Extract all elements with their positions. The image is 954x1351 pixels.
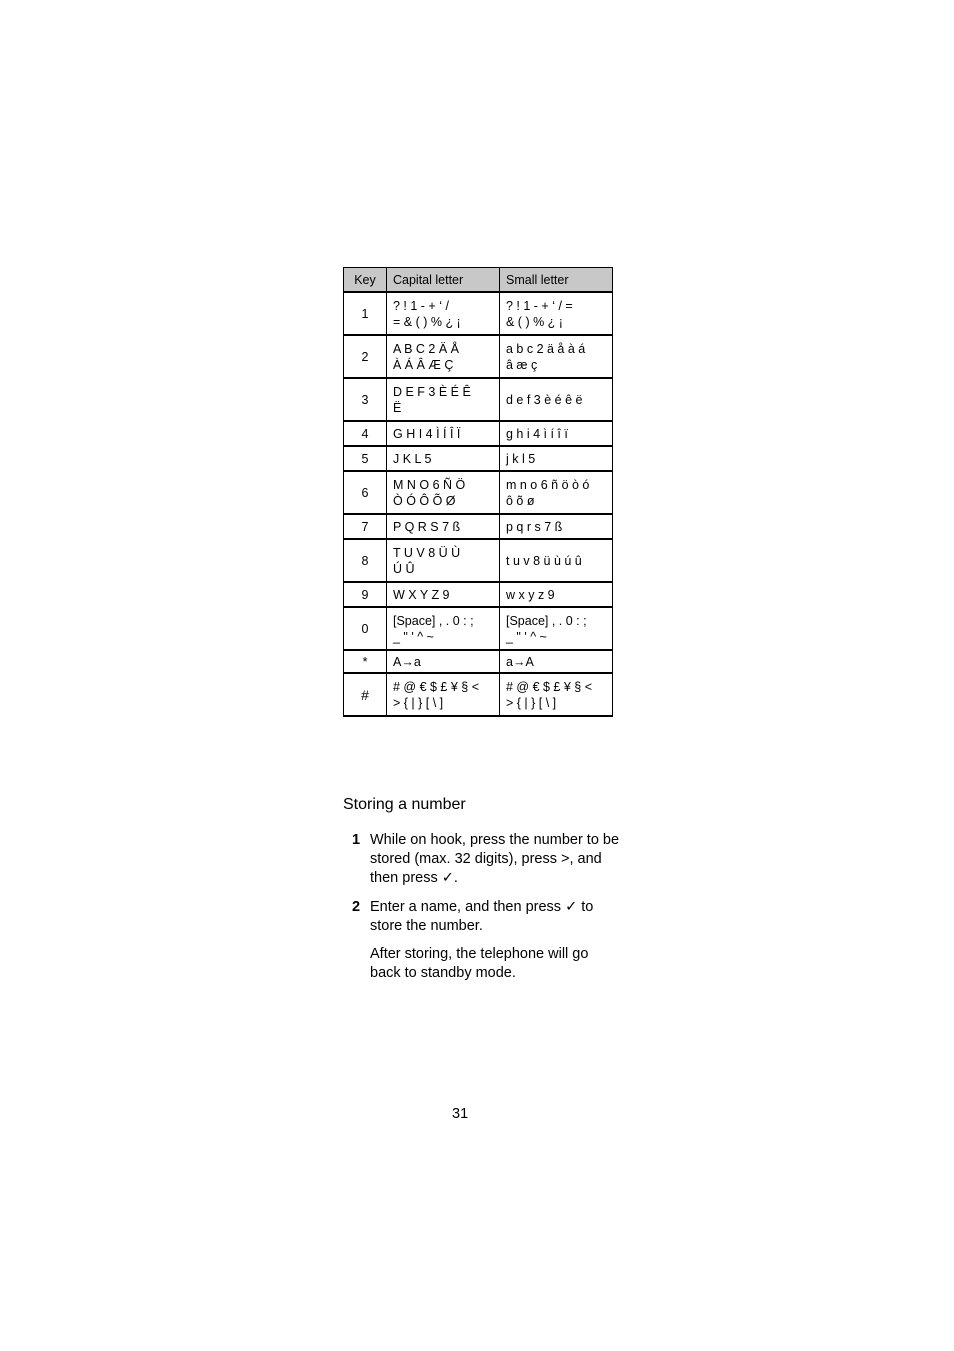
small-cell: p q r s 7 ß <box>500 514 613 539</box>
step-number: 1 <box>352 832 361 848</box>
capital-cell: T U V 8 Ü Ù Ú Û <box>387 539 500 582</box>
key-cell: 3 <box>344 378 387 421</box>
table-row <box>344 292 613 335</box>
key-cell: * <box>344 650 387 673</box>
small-cell: a→A <box>500 650 613 673</box>
step-note: After storing, the telephone will go back to standby mode. <box>370 946 589 981</box>
table-row <box>344 539 613 582</box>
small-cell: w x y z 9 <box>500 582 613 607</box>
capital-cell: # @ € $ £ ¥ § < > { | } [ \ ] <box>387 673 500 716</box>
small-cell: [Space] , . 0 : ; _ " ' ^ ~ <box>500 607 613 650</box>
small-cell: g h i 4 ì í î ï <box>500 421 613 446</box>
key-cell: 5 <box>344 446 387 471</box>
table-row <box>344 673 613 716</box>
key-cell: 7 <box>344 514 387 539</box>
key-cell: 1 <box>344 292 387 335</box>
small-cell: t u v 8 ü ù ú û <box>500 539 613 582</box>
capital-cell: A→a <box>387 650 500 673</box>
table-row <box>344 514 613 539</box>
step-number: 2 <box>352 899 361 915</box>
header-key: Key <box>344 268 387 293</box>
small-cell: j k l 5 <box>500 446 613 471</box>
table-row <box>344 335 613 378</box>
section-heading: Storing a number <box>343 796 466 813</box>
key-cell: 6 <box>344 471 387 514</box>
key-cell: 4 <box>344 421 387 446</box>
header-capital-letter: Capital letter <box>387 268 500 293</box>
capital-cell: M N O 6 Ñ Ö Ò Ó Ô Õ Ø <box>387 471 500 514</box>
page-number: 31 <box>452 1106 469 1122</box>
step-text: Enter a name, and then press ✓ to store the number. <box>370 899 594 934</box>
key-cell: 8 <box>344 539 387 582</box>
key-cell: 0 <box>344 607 387 650</box>
small-cell: d e f 3 è é ê ë <box>500 378 613 421</box>
capital-cell: W X Y Z 9 <box>387 582 500 607</box>
table-row <box>344 582 613 607</box>
table-row <box>344 650 613 673</box>
small-cell: a b c 2 ä å à á â æ ç <box>500 335 613 378</box>
table-row <box>344 378 613 421</box>
table-row <box>344 421 613 446</box>
capital-cell: A B C 2 Ä Å À Á Â Æ Ç <box>387 335 500 378</box>
small-cell: ? ! 1 - + ‘ / = & ( ) % ¿ ¡ <box>500 292 613 335</box>
capital-cell: G H I 4 Ì Í Î Ï <box>387 421 500 446</box>
table-row <box>344 607 613 650</box>
capital-cell: ? ! 1 - + ‘ / = & ( ) % ¿ ¡ <box>387 292 500 335</box>
key-cell: # <box>344 673 387 716</box>
character-map-table <box>343 267 613 717</box>
small-cell: m n o 6 ñ ö ò ó ô õ ø <box>500 471 613 514</box>
small-cell: # @ € $ £ ¥ § < > { | } [ \ ] <box>500 673 613 716</box>
capital-cell: P Q R S 7 ß <box>387 514 500 539</box>
header-small-letter: Small letter <box>500 268 613 293</box>
key-cell: 9 <box>344 582 387 607</box>
key-cell: 2 <box>344 335 387 378</box>
step-text: While on hook, press the number to be stored (max. 32 digits), press >, and then press ✓. <box>370 832 620 886</box>
table-row <box>344 471 613 514</box>
table-header-row <box>344 268 613 293</box>
capital-cell: J K L 5 <box>387 446 500 471</box>
capital-cell: D E F 3 È É Ê Ë <box>387 378 500 421</box>
table-row <box>344 446 613 471</box>
capital-cell: [Space] , . 0 : ; _ " ' ^ ~ <box>387 607 500 650</box>
